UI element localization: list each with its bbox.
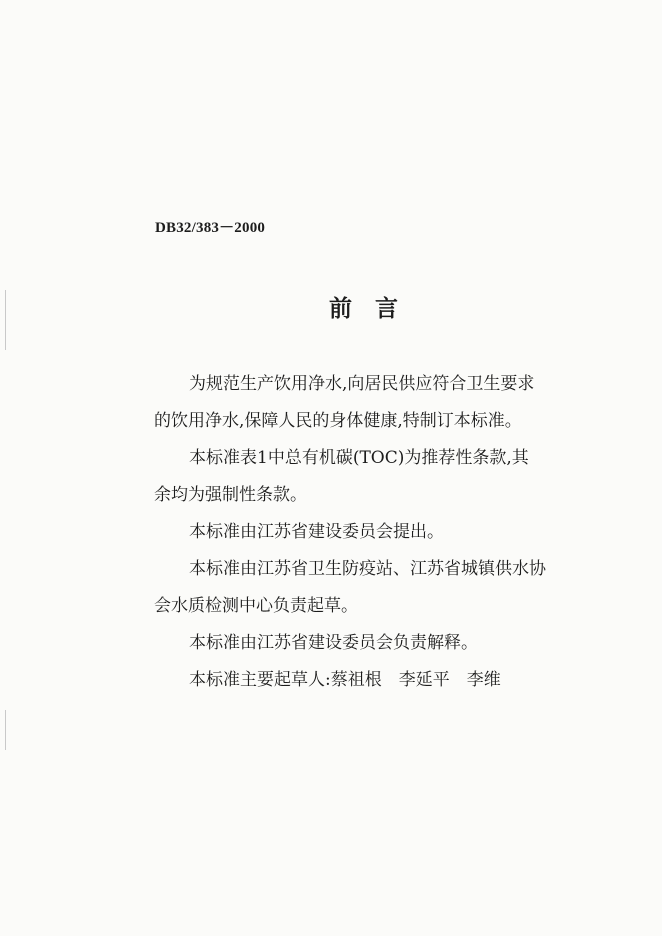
paragraph-authors: [154, 662, 584, 699]
paragraph-interpretation: [154, 625, 584, 662]
paragraph-purpose: [154, 366, 584, 440]
text-line: 会水质检测中心负责起草。: [154, 596, 358, 616]
text-line: 余均为强制性条款。: [154, 485, 307, 505]
paragraph-drafters: [154, 551, 584, 625]
page-title: 前 言: [329, 295, 398, 322]
text-line: 本标准由江苏省建设委员会提出。: [189, 522, 444, 542]
text-line: 本标准由江苏省卫生防疫站、江苏省城镇供水协: [189, 559, 546, 579]
text-line: 的饮用净水,保障人民的身体健康,特制订本标准。: [154, 411, 522, 431]
foreword-body: [154, 366, 584, 699]
text-line: 本标准表1中总有机碳(TOC)为推荐性条款,其: [189, 448, 529, 468]
text-line: 本标准由江苏省建设委员会负责解释。: [189, 633, 478, 653]
paragraph-clauses: [154, 440, 584, 514]
scan-edge-mark: [5, 710, 6, 750]
document-code: DB32/383－2000: [155, 220, 266, 236]
text-line: 为规范生产饮用净水,向居民供应符合卫生要求: [189, 374, 535, 394]
paragraph-proposer: [154, 514, 584, 551]
text-line: 本标准主要起草人:蔡祖根 李延平 李维: [189, 670, 501, 690]
